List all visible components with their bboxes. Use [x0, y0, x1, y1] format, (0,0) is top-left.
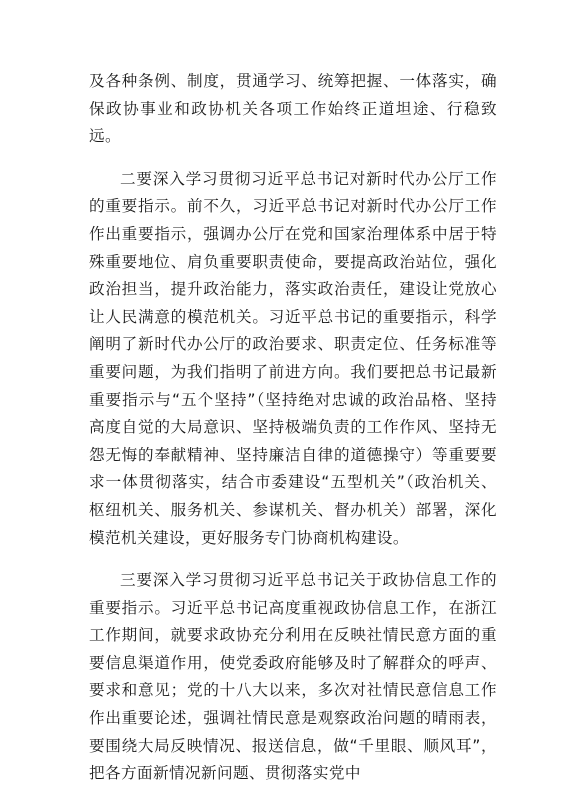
paragraph-3: 三要深入学习贯彻习近平总书记关于政协信息工作的重要指示。习近平总书记高度重视政协信息工作，在浙江工作期间，就要求政协充分利用在反映社情民意方面的重要信息渠道作用，使党委政府能够及时了解群众的呼声、要求和意见；党的十八大以来，多次对社情民意信息工作作出重要论述，强调社情民意是观察政治问题的晴雨表，要围绕大局反映情况、报送信息，做“千里眼、顺风耳”，把各方面新情况新问题、贯彻落实党中: [89, 571, 497, 783]
paragraph-spacer: [89, 552, 497, 567]
paragraph-spacer: [89, 151, 497, 166]
paragraph-1: 及各种条例、制度，贯通学习、统筹把握、一体落实，确保政协事业和政协机关各项工作始终正道坦途、行稳致远。: [89, 72, 497, 146]
paragraph-2: 二要深入学习贯彻习近平总书记对新时代办公厅工作的重要指示。前不久，习近平总书记对新时代办公厅工作作出重要指示，强调办公厅在党和国家治理体系中居于特殊重要地位、肩负重要职责使命，要提高政治站位，强化政治担当，提升政治能力，落实政治责任，建设让党放心让人民满意的模范机关。习近平总书记的重要指示，科学阐明了新时代办公厅的政治要求、职责定位、任务标准等重要问题，为我们指明了前进方向。我们要把总书记最新重要指示与“五个坚持”（坚持绝对忠诚的政治品格、坚持高度自觉的大局意识、坚持极端负责的工作作风、坚持无怨无悔的奉献精神、坚持廉洁自律的道德操守）等重要要求一体贯彻落实，结合市委建设“五型机关”（政治机关、枢纽机关、服务机关、参谋机关、督办机关）部署，深化模范机关建设，更好服务专门协商机构建设。: [89, 169, 497, 547]
